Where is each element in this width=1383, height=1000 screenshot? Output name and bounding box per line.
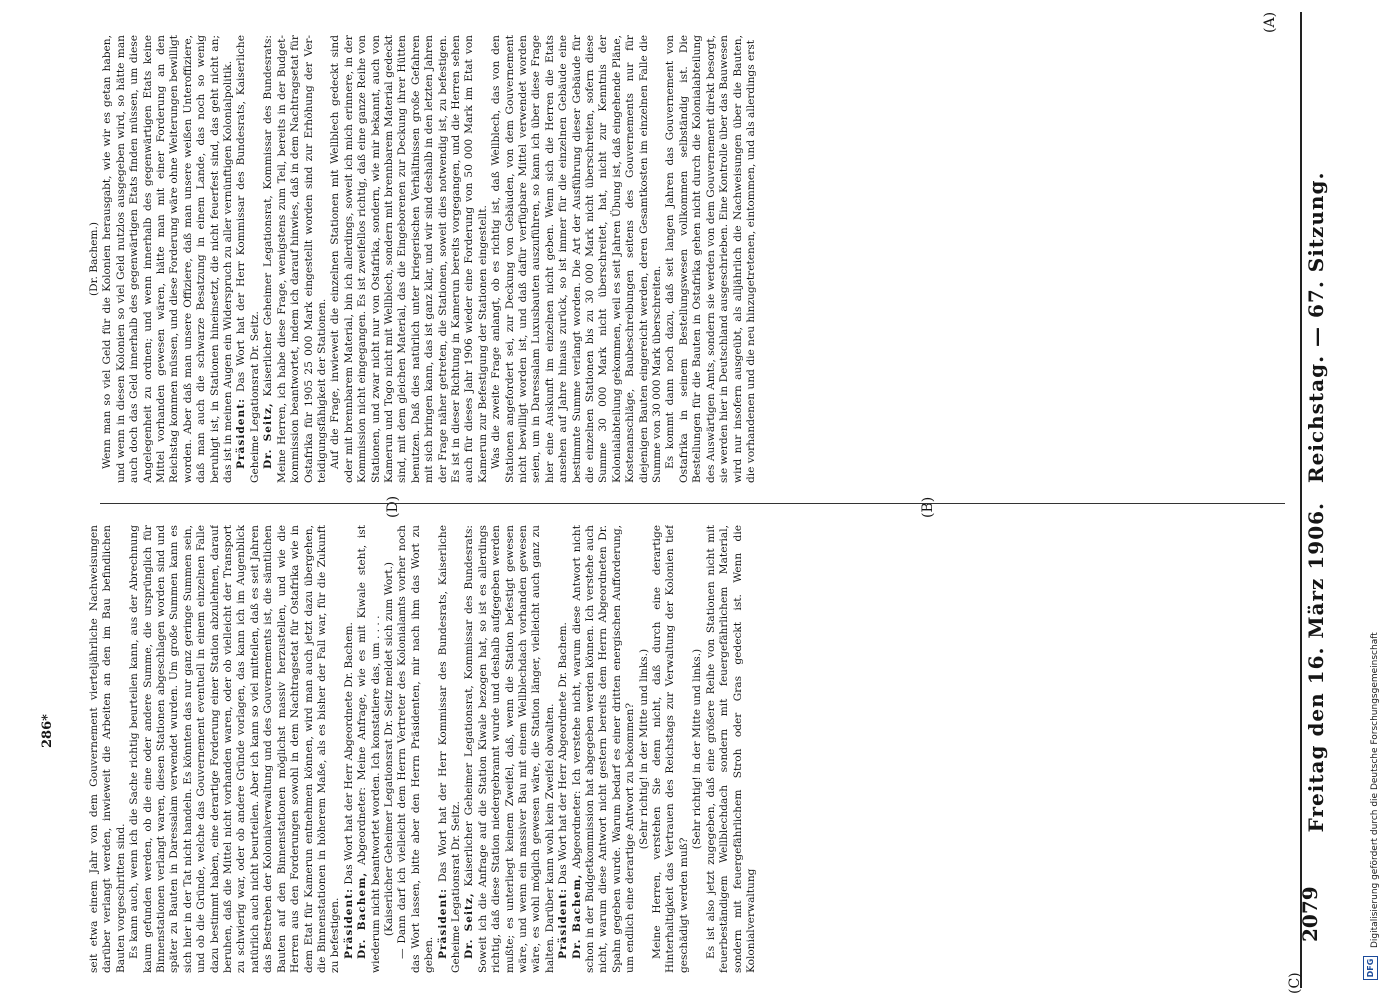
header-rule [1300, 12, 1302, 988]
speaker: Dr. Bachem, [356, 871, 369, 959]
paragraph: Meine Herren, verstehen Sie denn nicht, daß durch eine derartige Hinterhaltigkeit das Vertrauen des Reichstags zur Verwaltung der Kolonien tief geschädigt werden muß? [651, 525, 690, 973]
margin-marker-b: (B) [920, 496, 936, 518]
interjection: (Kaiserlicher Geheimer Legationsrat Dr. Seitz meldet sich zum Wort.) [382, 561, 395, 937]
margin-marker-c: (C) [1287, 972, 1303, 994]
document-page [0, 11, 1383, 994]
page-number: 2079 [1298, 886, 1322, 942]
speaker-cont: (Dr. Bachem.) [88, 222, 100, 296]
speaker: Präsident: [235, 397, 248, 469]
speaker: Dr. Bachem, [570, 873, 583, 959]
interjection: (Sehr richtig! in der Mitte und links.) [637, 648, 650, 850]
paragraph: Es kann auch, wenn ich die Sache richtig beurteilen kann, aus der Abrechnung kaum gefunden werden, ob die eine oder andere Summe, die ursprünglich für Binnenstationen verlangt waren, diesen Stationen abgeschlagen worden sind und später zu Bauten in Daressalam verwendet wurden. Um große Summen kann es sich hier in der Tat nicht handeln. Es könnten das nur ganz geringe Summen sein, und ob die Gründe, welche das Gouvernement eventuell in einem einzelnen Falle dazu bestimmt haben, eine derartige Forderung einer Station abzulehnen, darauf beruhen, daß die Mittel nicht vorhanden waren, oder ob vielleicht der Transport zu schwierig war, oder ob andere Gründe vorlagen, das kann ich im Augenblick natürlich auch nicht beurteilen. Aber ich kann so viel mitteilen, daß es seit Jahren das Bestreben der Kolonialverwaltung und des Gouvernements ist, die sämtlichen Bauten auf den Binnenstationen möglichst massiv herzustellen, und wie die Herren aus den Forderungen sowohl in dem Nachtragsetat für Ostafrika wie in dem Etat für Kamerun entnehmen können, wird man auch jetzt dazu übergehen, die Binnenstationen in höherem Maße, als es bisher der Fall war, für die Zukunft zu befestigen. [128, 525, 342, 973]
paragraph: Präsident: Das Wort hat der Herr Kommissar des Bundesrats, Kaiserliche Geheime Legationsrat Dr. Seitz. [235, 35, 261, 483]
paragraph: Dr. Seitz, Kaiserlicher Geheimer Legationsrat, Kommissar des Bundesrats: Meine Herren, ich habe diese Frage, wenigstens zum Teil, bereits in der Budgetkommission beantwortet, indem ich darauf hinwies, daß in dem Nachtragsetat für Ostafrika für 1905 25 000 Mark eingestellt worden sind zur Erhöhung der Verteidigungsfähigkeit der Stationen. [262, 35, 328, 483]
paragraph: Es kommt dann noch dazu, daß seit langen Jahren das Gouvernement von Ostafrika in seinem Bestellungswesen vollkommen selbständig ist. Die Bestellungen für die Bauten in Ostafrika gehen nicht durch die Kolonialabteilung des Auswärtigen Amts, sondern sie werden von dem Gouvernement direkt besorgt, sie werden hier in Deutschland ausgeschrieben. Eine Kontrolle über das Bauwesen wird nur insofern ausgeübt, als alljährlich die Nachweisungen über die Bauten, die vorhandenen und die neu hinzugetretenen, eintommen, und als allerdings erst [664, 35, 757, 483]
dfg-logo: DFG [1363, 956, 1378, 980]
speaker: Dr. Seitz, [262, 402, 275, 469]
paragraph: Was die zweite Frage anlangt, ob es richtig ist, daß Wellblech, das von den Stationen angefordert sei, zur Deckung von Gebäuden, von dem Gouvernement nicht bewilligt worden ist, und daß dafür verfügbare Mittel verwendet worden seien, um in Daressalam Luxusbauten auszuführen, so kann ich über diese Frage hier eine Auskunft im einzelnen nicht geben. Wenn sich die Herren die Etats ansehen auf Jahre hinaus zurück, so ist immer für die einzelnen Gebäude eine bestimmte Summe verlangt worden. Die Art der Ausführung dieser Gebäude für die einzelnen Stationen bis zu 30 000 Mark nicht überschreiten, sofern diese Summe 30 000 Mark nicht überschreitet, hat, nicht zur Kenntnis der Kolonialabteilung gekommen, weil es seit Jahren Übung ist, daß eingehende Pläne, Kostenanschläge, Baubeschreibungen seitens des Gouvernements nur für diejenigen Bauten eingereicht werden, deren Gesamtkosten im einzelnen Falle die Summe von 30 000 Mark überschreiten. [490, 35, 664, 483]
speaker: Dr. Seitz, [463, 892, 476, 959]
interjection: (Sehr richtig! in der Mitte und links.) [691, 648, 704, 850]
paragraph: Präsident: Das Wort hat der Herr Kommissar des Bundesrats, Kaiserliche Geheime Legationsrat Dr. Seitz. [436, 525, 462, 973]
page-header [1298, 12, 1338, 988]
left-column [88, 35, 1283, 483]
margin-marker-a: (A) [1262, 11, 1278, 33]
paragraph: Dr. Bachem, Abgeordneter: Ich verstehe nicht, warum diese Antwort nicht schon in der Budgetkommission hat abgegeben werden können. Ich verstehe auch nicht, warum diese Antwort nicht gestern bereits dem Herrn Abgeordneten Dr. Spahn gegeben wurde. Warum bedarf es einer dritten energischen Aufforderung, um endlich eine derartige Antwort zu bekommen? [570, 525, 637, 973]
speaker: Präsident: [436, 887, 449, 959]
footer-page-mark: 286* [40, 714, 55, 748]
header-right-title: Freitag den 16. März 1906. [1304, 502, 1328, 833]
header-left-title: Reichstag. — 67. Sitzung. [1304, 171, 1328, 483]
paragraph: Präsident: Das Wort hat der Herr Abgeordnete Dr. Bachem. [342, 622, 355, 959]
paragraph: seit etwa einem Jahr von dem Gouvernement vierteljährliche Nachweisungen darüber verlangt werden, inwieweit die Arbeiten an den im Bau befindlichen Bauten vorgeschritten sind. [88, 525, 127, 973]
margin-marker-d: (D) [385, 495, 401, 518]
right-column [88, 525, 1283, 973]
paragraph: — Dann darf ich vielleicht dem Herrn Vertreter des Kolonialamts vorher noch das Wort lassen, bitte aber den Herrn Präsidenten, mir nach ihm das Wort zu geben. [396, 525, 436, 973]
paragraph: Dr. Seitz, Kaiserlicher Geheimer Legationsrat, Kommissar des Bundesrats: Soweit ich die Anfrage auf die Station Kiwale bezogen hat, so ist es allerdings richtig, daß diese Station niedergebrannt wurde und deshalb aufgegeben werden mußte; es unterliegt keinem Zweifel, daß, wenn die Station befestigt gewesen wäre, und wenn ein massiver Bau mit einem Wellblechdach vorhanden gewesen wäre, es wohl möglich gewesen wäre, die Station länger, vielleicht auch ganz zu halten. Darüber kann wohl kein Zweifel obwalten. [463, 525, 556, 973]
paragraph: Es ist also jetzt zugegeben, daß eine größere Reihe von Stationen nicht mit feuerbeständigem Wellblechdach sondern mit feuergefährlichem Material, sondern mit feuergefährlichem Stroh oder Gras gedeckt ist. Wenn die Kolonialverwaltung [704, 525, 757, 973]
digitization-credit: Digitalisierung gefördert durch die Deutsche Forschungsgemeinschaft [1370, 632, 1380, 948]
speaker: Präsident: [557, 887, 570, 959]
column-divider [100, 503, 1285, 504]
paragraph: Präsident: Das Wort hat der Herr Abgeordnete Dr. Bachem. [557, 622, 570, 959]
speaker: Präsident: [342, 887, 355, 959]
paragraph: Wenn man so viel Geld für die Kolonien herausgabt, wie wir es getan haben, und wenn in diesen Kolonien so viel Geld nutzlos ausgegeben wird, so hätte man auch doch das Geld innerhalb des gegenwärtigen Etats finden müssen, um diese Angelegenheit zu ordnen; und wenn innerhalb des gegenwärtigen Etats keine Mittel vorhanden gewesen wären, hätte man mit einer Forderung an den Reichstag kommen müssen, und diese Forderung wäre ohne Weiterungen bewilligt worden. Aber daß man unsere Offiziere, daß man unsere weißen Unteroffiziere, daß man auch die schwarze Besatzung in einem Lande, das noch so wenig beruhigt ist, in Stationen hineinsetzt, die nicht feuerfest sind, das geht nicht an; das ist in meinen Augen ein Widerspruch zu aller vernünftigen Kolonialpolitik. [101, 35, 235, 483]
paragraph: Dr. Bachem, Abgeordneter: Meine Anfrage, wie es mit Kiwale steht, ist wiederum nicht beantwortet worden. Ich konstatiere das, um . . . . [356, 525, 382, 973]
paragraph: Auf die Frage, inwieweit die einzelnen Stationen mit Wellblech gedeckt sind oder mit brennbarem Material, bin ich allerdings, soweit ich mich erinnere, in der Kommission nicht eingegangen. Es ist zweifellos richtig, daß eine ganze Reihe von Stationen, und zwar nicht nur von Ostafrika, sondern, wie mir bekannt, auch von Kamerun und Togo nicht mit Wellblech, sondern mit brennbarem Material gedeckt sind, mit dem gleichen Material, das die Eingeborenen zur Deckung ihrer Hütten benutzen. Daß dies natürlich unter kriegerischen Verhältnissen große Gefahren mit sich bringen kann, das ist ganz klar, und wir sind deshalb in den letzten Jahren der Frage näher getreten, die Stationen, soweit dies notwendig ist, zu befestigen. Es ist in dieser Richtung in Kamerun bereits vorgegangen, und die Herren sehen auch für dieses Jahr 1906 wieder eine Forderung von 50 000 Mark im Etat von Kamerun zur Befestigung der Stationen eingestellt. [329, 35, 489, 483]
